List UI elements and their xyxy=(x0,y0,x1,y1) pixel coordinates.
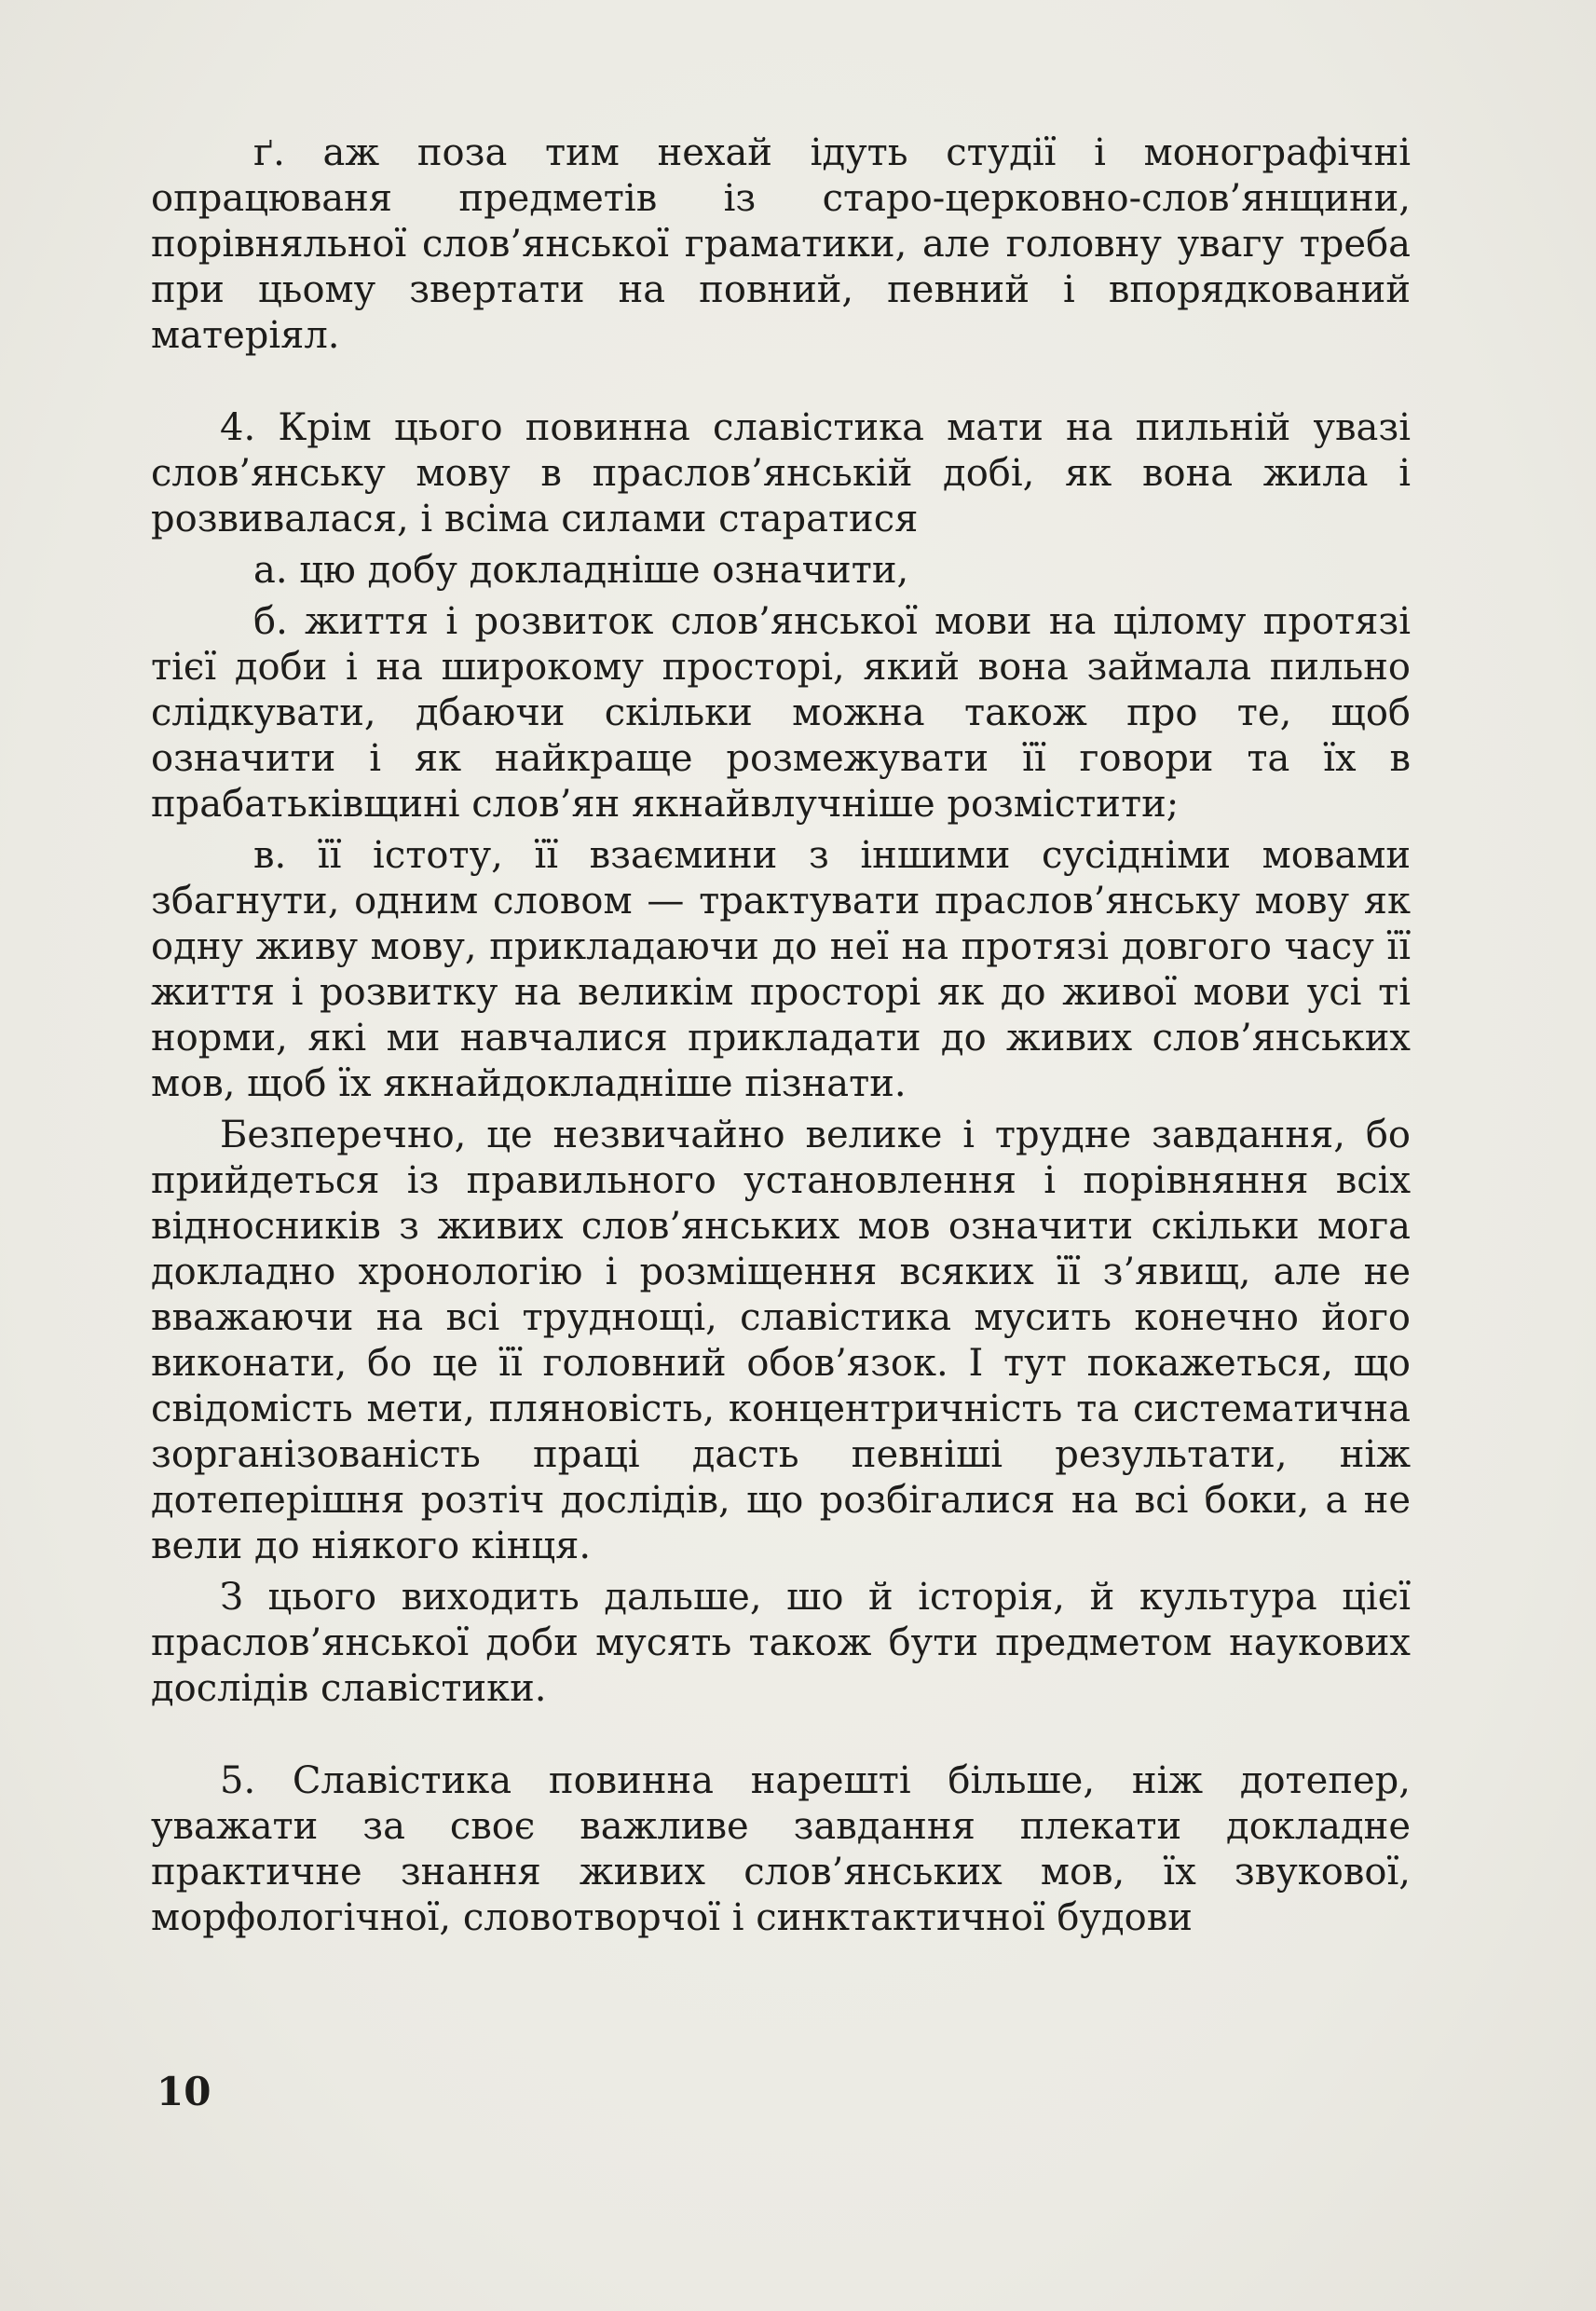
section-gap xyxy=(151,1712,1411,1758)
paragraph-4: 4. Крім цього повинна славістика мати на пильній увазі слов’янську мову в праслов’янській добі, як вона жила і розвивалася, і всіма силами старатися xyxy=(151,406,1411,540)
paragraph-4v: в. її істоту, її взаємини з іншими сусідніми мовами збагнути, одним словом — трактувати праслов’янську мову як одну живу мову, прикладаючи до неї на протязі довгого часу її життя і розвитку на великім просторі як до живої мови усі ті норми, які ми навчалися прикладати до живих слов’янських мов, щоб їх якнайдокладніше пізнати. xyxy=(151,834,1411,1105)
page-number: 10 xyxy=(157,2069,211,2114)
paragraph-4-commentary: Безперечно, це незвичайно велике і трудне завдання, бо прийдеться із правильного установлення і порівняння всіх відносників з живих слов’янських мов означити скільки мога докладно хронологію і розміщення всяких її з’явищ, але не вважаючи на всі труднощі, славістика мусить конечно його виконати, бо це її головний обов’язок. І тут покажеться, що свідомість мети, пляновість, концентричність та систематична зорганізованість праці дасть певніші результати, ніж дотеперішня розтіч дослідів, що розбігалися на всі боки, а не вели до ніякого кінця. xyxy=(151,1114,1411,1567)
section-gap xyxy=(151,359,1411,405)
paragraph-4-conclusion: З цього виходить дальше, шо й історія, й культура цієї праслов’янської доби мусять також бути предметом наукових дослідів славістики. xyxy=(151,1576,1411,1710)
paragraph-4b: б. життя і розвиток слов’янської мови на цілому протязі тієї доби і на широкому просторі, який вона займала пильно слідкувати, дбаючи скільки можна також про те, щоб означити і як найкраще розмежувати її говори та їх в прабатьківщині слов’ян якнайвлучніше розмістити; xyxy=(151,600,1411,826)
paragraph-5: 5. Славістика повинна нарешті більше, ніж дотепер, уважати за своє важливе завдання плекати докладне практичне знання живих слов’янських мов, їх звукової, морфологічної, словотворчої і синктактичної будови xyxy=(151,1759,1411,1939)
body-text xyxy=(151,130,1411,1941)
paragraph-3g: ґ. аж поза тим нехай ідуть студії і монографічні опрацюваня предметів із старо-церковно-слов’янщини, порівняльної слов’янської граматики, але головну увагу треба при цьому звертати на повний, певний і впорядкований матеріял. xyxy=(151,131,1411,357)
paragraph-4a: а. цю добу докладніше означити, xyxy=(253,549,909,592)
